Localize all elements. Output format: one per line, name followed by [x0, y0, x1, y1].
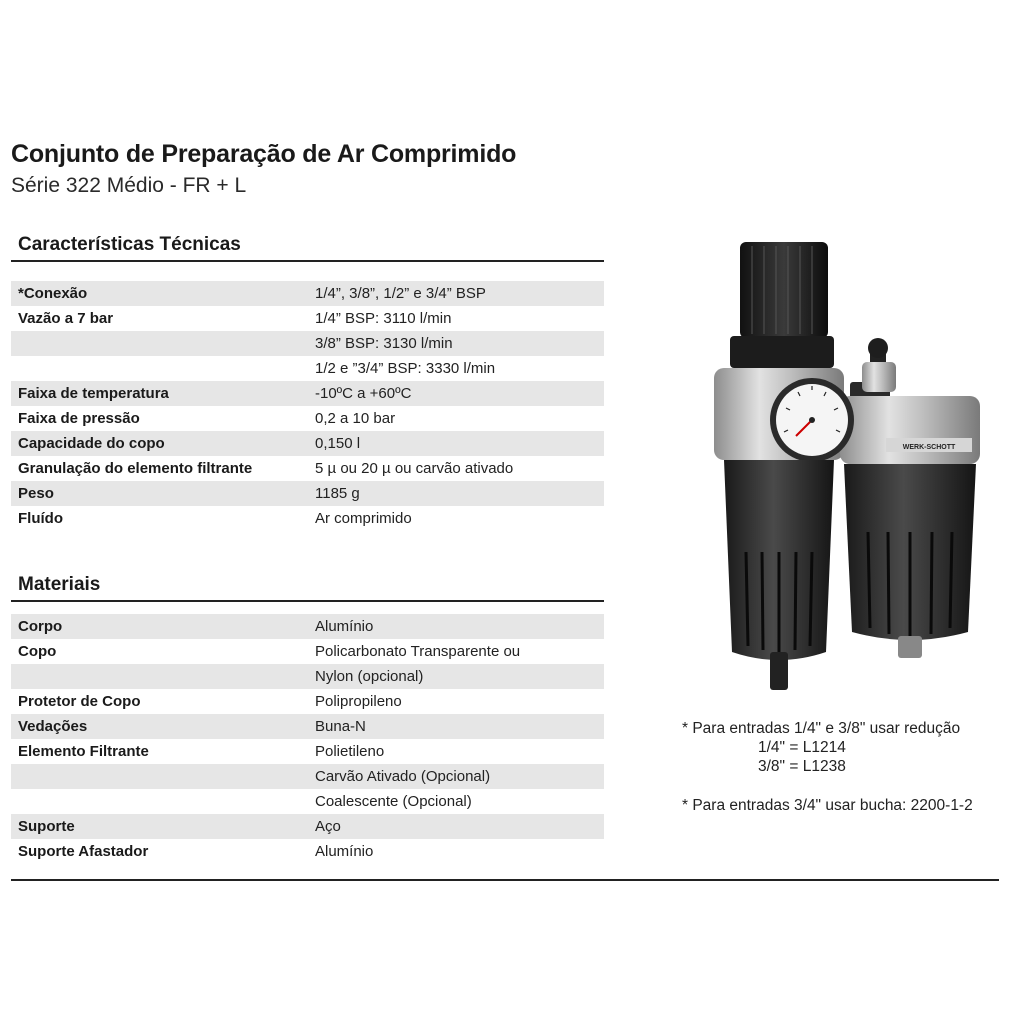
- tech-row-value: 1/4” BSP: 3110 l/min: [315, 310, 452, 327]
- tech-row: [11, 281, 604, 306]
- tech-row-value: 1/2 e ”3/4” BSP: 3330 l/min: [315, 360, 496, 377]
- tech-row-value: Ar comprimido: [315, 510, 412, 527]
- materials-row-label: Suporte Afastador: [18, 843, 149, 860]
- materials-row-value: Nylon (opcional): [315, 668, 424, 685]
- tech-row: [11, 406, 604, 431]
- materials-row-label: Copo: [18, 643, 57, 660]
- materials-row-label: Corpo: [18, 618, 63, 635]
- tech-row-label: Vazão a 7 bar: [18, 310, 114, 327]
- tech-heading: Características Técnicas: [18, 234, 241, 255]
- materials-row: [11, 614, 604, 639]
- tech-row: [11, 331, 604, 356]
- tech-table: [11, 281, 604, 531]
- materials-row: [11, 814, 604, 839]
- materials-row: [11, 689, 604, 714]
- page-title: Conjunto de Preparação de Ar Comprimido: [11, 140, 517, 168]
- materials-row: [11, 789, 604, 814]
- note-reduction: * Para entradas 1/4" e 3/8" usar redução: [682, 720, 961, 737]
- tech-heading-rule: [11, 260, 604, 262]
- tech-row-value: -10ºC a +60ºC: [315, 385, 412, 402]
- materials-row-value: Polipropileno: [315, 693, 402, 710]
- materials-row-value: Alumínio: [315, 843, 374, 860]
- note-bushing: * Para entradas 3/4" usar bucha: 2200-1-2: [682, 797, 973, 814]
- tech-row: [11, 381, 604, 406]
- product-image: [700, 232, 1000, 702]
- brand-label: WERK-SCHOTT: [902, 444, 956, 451]
- materials-heading-rule: [11, 600, 604, 602]
- materials-row: [11, 739, 604, 764]
- materials-row-value: Policarbonato Transparente ou: [315, 643, 521, 660]
- tech-row: [11, 356, 604, 381]
- tech-row-label: Granulação do elemento filtrante: [18, 460, 253, 477]
- tech-row-value: 3/8” BSP: 3130 l/min: [315, 335, 453, 352]
- materials-row-label: Protetor de Copo: [18, 693, 141, 710]
- tech-row-label: Peso: [18, 485, 54, 502]
- materials-table: [11, 614, 604, 864]
- tech-row-value: 0,150 l: [315, 435, 361, 452]
- tech-row: [11, 431, 604, 456]
- note-reduction-quarter: 1/4" = L1214: [758, 739, 846, 756]
- materials-row-value: Polietileno: [315, 743, 385, 760]
- materials-row-label: Suporte: [18, 818, 75, 835]
- tech-row-label: Capacidade do copo: [18, 435, 165, 452]
- tech-row-value: 0,2 a 10 bar: [315, 410, 396, 427]
- materials-row-value: Aço: [315, 818, 341, 835]
- materials-row-value: Coalescente (Opcional): [315, 793, 472, 810]
- footer-rule: [11, 879, 999, 881]
- tech-row-label: *Conexão: [18, 285, 88, 302]
- materials-row: [11, 839, 604, 864]
- page-subtitle: Série 322 Médio - FR + L: [11, 174, 247, 197]
- materials-row-value: Carvão Ativado (Opcional): [315, 768, 491, 785]
- materials-row: [11, 714, 604, 739]
- tech-row: [11, 306, 604, 331]
- tech-row-value: 5 µ ou 20 µ ou carvão ativado: [315, 460, 514, 477]
- materials-heading: Materiais: [18, 574, 101, 595]
- tech-row: [11, 481, 604, 506]
- tech-row: [11, 456, 604, 481]
- materials-row: [11, 764, 604, 789]
- tech-row-label: Fluído: [18, 510, 63, 527]
- materials-row-value: Buna-N: [315, 718, 366, 735]
- materials-row-label: Elemento Filtrante: [18, 743, 149, 760]
- tech-row-label: Faixa de temperatura: [18, 385, 169, 402]
- tech-row-label: Faixa de pressão: [18, 410, 140, 427]
- notes-block: [682, 720, 973, 816]
- materials-row: [11, 664, 604, 689]
- materials-row-label: Vedações: [18, 718, 88, 735]
- tech-row: [11, 506, 604, 531]
- tech-row-value: 1/4”, 3/8”, 1/2” e 3/4” BSP: [315, 285, 486, 302]
- materials-row-value: Alumínio: [315, 618, 374, 635]
- filter-regulator-lubricator-image: [700, 232, 1000, 702]
- materials-row: [11, 639, 604, 664]
- tech-row-value: 1185 g: [315, 485, 360, 502]
- note-reduction-three-eighths: 3/8" = L1238: [758, 758, 846, 775]
